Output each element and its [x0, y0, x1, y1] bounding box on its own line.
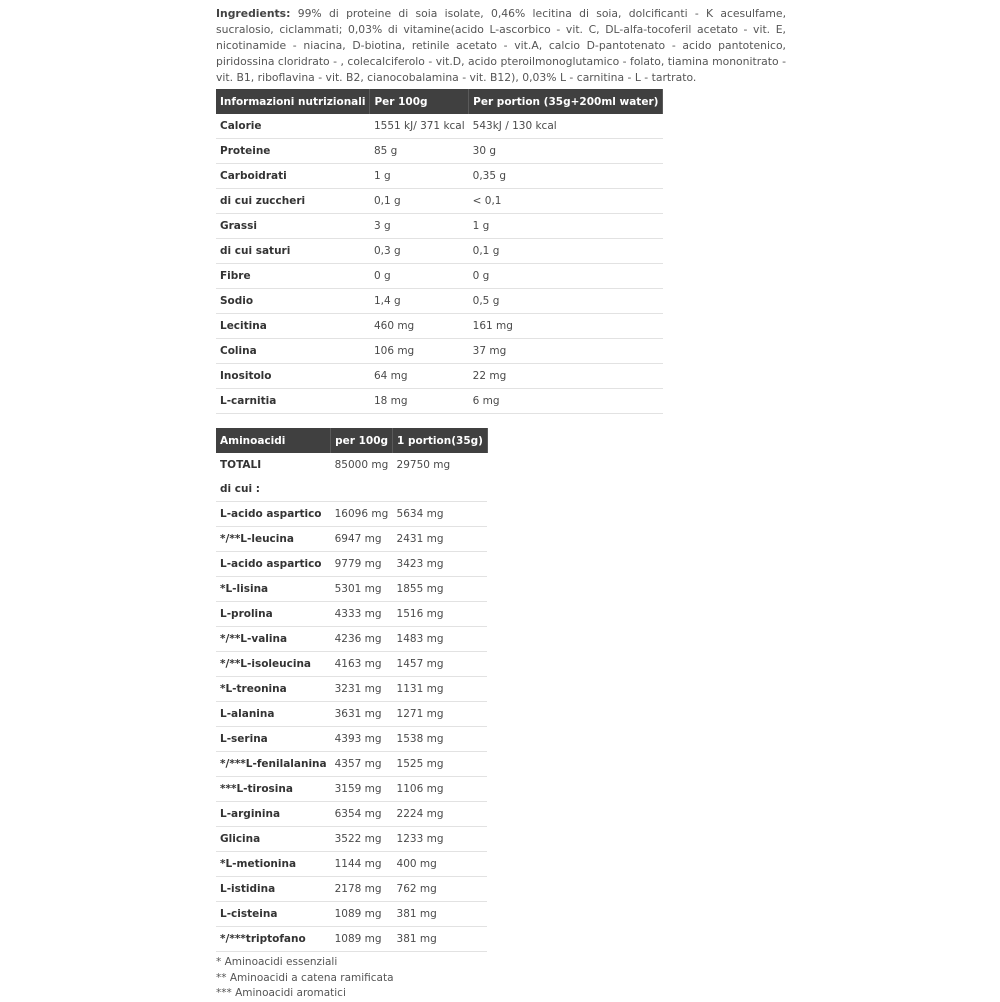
nutrient-name: L-carnitia: [216, 389, 370, 414]
per-portion-value: 1538 mg: [393, 727, 488, 752]
per-portion-value: 1 g: [469, 214, 663, 239]
per-portion-value: 1131 mg: [393, 677, 488, 702]
nutrition-table: [216, 89, 663, 414]
amino-name: */**L-leucina: [216, 527, 331, 552]
per-100g-value: 85 g: [370, 139, 469, 164]
amino-name: Glicina: [216, 827, 331, 852]
table-row: [216, 139, 663, 164]
table-row: [216, 527, 487, 552]
table-row: [216, 777, 487, 802]
per-portion-value: 381 mg: [393, 902, 488, 927]
per-100g-value: [331, 477, 393, 502]
per-portion-value: 762 mg: [393, 877, 488, 902]
nutrient-name: Lecitina: [216, 314, 370, 339]
product-info: [216, 6, 786, 1002]
amino-name: ***L-tirosina: [216, 777, 331, 802]
per-100g-value: 3 g: [370, 214, 469, 239]
per-portion-value: 381 mg: [393, 927, 488, 952]
per-100g-value: 2178 mg: [331, 877, 393, 902]
table-row: [216, 852, 487, 877]
nutrient-name: Proteine: [216, 139, 370, 164]
per-portion-value: 37 mg: [469, 339, 663, 364]
per-portion-value: 0 g: [469, 264, 663, 289]
ingredients-body: 99% di proteine di soia isolate, 0,46% lecitina di soia, dolcificanti - K acesulfame, sucralosio, ciclammati; 0,03% di vitamine(acido L-ascorbico - vit. C, DL-alfa-tocoferil acetato - vit. E, nicotinamide - niacina, D-biotina, retinile acetato - vit.A, calcio D-pantotenato - acido pantotenico, piridossina cloridrato - , colecalciferolo - vit.D, acido pteroilmonoglutamico - folato, tiamina mononitrato - vit. B1, riboflavina - vit. B2, cianocobalamina - vit. B12), 0,03% L - carnitina - L - tartrato.: [216, 7, 786, 84]
per-portion-value: 5634 mg: [393, 502, 488, 527]
amino-name: L-acido aspartico: [216, 502, 331, 527]
nutrient-name: Grassi: [216, 214, 370, 239]
table-row: [216, 877, 487, 902]
nutrient-name: Inositolo: [216, 364, 370, 389]
per-100g-value: 0,3 g: [370, 239, 469, 264]
amino-header-name: Aminoacidi: [216, 428, 331, 453]
per-100g-value: 4163 mg: [331, 652, 393, 677]
amino-name: L-alanina: [216, 702, 331, 727]
per-portion-value: 1516 mg: [393, 602, 488, 627]
per-100g-value: 4393 mg: [331, 727, 393, 752]
amino-name: L-serina: [216, 727, 331, 752]
per-100g-value: 460 mg: [370, 314, 469, 339]
table-row: [216, 752, 487, 777]
per-portion-value: 543kJ / 130 kcal: [469, 114, 663, 139]
nutrient-name: di cui saturi: [216, 239, 370, 264]
table-row: [216, 239, 663, 264]
per-portion-value: [393, 477, 488, 502]
table-row: [216, 453, 487, 477]
table-row: [216, 927, 487, 952]
per-portion-value: 22 mg: [469, 364, 663, 389]
per-100g-value: 1089 mg: [331, 927, 393, 952]
footnote-essential: * Aminoacidi essenziali: [216, 956, 338, 968]
table-row: [216, 802, 487, 827]
table-row: [216, 727, 487, 752]
table-row: [216, 314, 663, 339]
amino-name: TOTALI: [220, 459, 262, 471]
table-row: [216, 627, 487, 652]
table-row: [216, 189, 663, 214]
amino-header-per-100g: per 100g: [331, 428, 393, 453]
per-portion-value: 30 g: [469, 139, 663, 164]
per-100g-value: 3522 mg: [331, 827, 393, 852]
per-portion-value: 2224 mg: [393, 802, 488, 827]
nutrition-header-per-100g: Per 100g: [370, 89, 469, 114]
table-row: [216, 902, 487, 927]
table-row: [216, 289, 663, 314]
table-row: [216, 389, 663, 414]
per-portion-value: 1106 mg: [393, 777, 488, 802]
table-row: [216, 677, 487, 702]
amino-name: L-istidina: [216, 877, 331, 902]
amino-name: */**L-isoleucina: [216, 652, 331, 677]
nutrient-name: Fibre: [216, 264, 370, 289]
table-row: [216, 364, 663, 389]
per-portion-value: 3423 mg: [393, 552, 488, 577]
per-100g-value: 1144 mg: [331, 852, 393, 877]
per-100g-value: 1089 mg: [331, 902, 393, 927]
nutrient-name: di cui zuccheri: [216, 189, 370, 214]
nutrition-header-nutrient: Informazioni nutrizionali: [216, 89, 370, 114]
table-row: [216, 164, 663, 189]
footnote-aromatic: *** Aminoacidi aromatici: [216, 987, 346, 999]
footnote-branched-chain: ** Aminoacidi a catena ramificata: [216, 971, 394, 984]
per-portion-value: 29750 mg: [396, 459, 451, 471]
per-portion-value: 0,5 g: [469, 289, 663, 314]
table-row: [216, 214, 663, 239]
per-100g-value: 6354 mg: [331, 802, 393, 827]
table-row: [216, 552, 487, 577]
nutrient-name: Calorie: [216, 114, 370, 139]
per-100g-value: 3159 mg: [331, 777, 393, 802]
per-100g-value: 1551 kJ/ 371 kcal: [370, 114, 469, 139]
amino-name: *L-metionina: [216, 852, 331, 877]
per-100g-value: 64 mg: [370, 364, 469, 389]
per-portion-value: 1457 mg: [393, 652, 488, 677]
per-100g-value: 4333 mg: [331, 602, 393, 627]
amino-acids-table: [216, 428, 488, 952]
nutrition-header-per-portion: Per portion (35g+200ml water): [469, 89, 663, 114]
ingredients-label: Ingredients:: [216, 7, 291, 20]
per-portion-value: < 0,1: [469, 189, 663, 214]
table-row: [216, 652, 487, 677]
table-row: [216, 477, 487, 502]
amino-name: L-cisteina: [216, 902, 331, 927]
ingredients-text: [216, 6, 786, 86]
amino-name: */***triptofano: [216, 927, 331, 952]
per-100g-value: 0,1 g: [370, 189, 469, 214]
table-row: [216, 339, 663, 364]
table-row: [216, 702, 487, 727]
per-100g-value: 85000 mg: [334, 459, 389, 471]
nutrient-name: Carboidrati: [216, 164, 370, 189]
amino-name: L-arginina: [216, 802, 331, 827]
table-row: [216, 577, 487, 602]
table-row: [216, 114, 663, 139]
footnotes: [216, 955, 786, 1002]
amino-header-per-portion: 1 portion(35g): [393, 428, 488, 453]
table-row: [216, 602, 487, 627]
nutrition-header-row: [216, 89, 663, 114]
per-portion-value: 1483 mg: [393, 627, 488, 652]
per-100g-value: 1,4 g: [370, 289, 469, 314]
per-portion-value: 400 mg: [393, 852, 488, 877]
per-100g-value: 106 mg: [370, 339, 469, 364]
per-100g-value: 9779 mg: [331, 552, 393, 577]
amino-name: L-acido aspartico: [216, 552, 331, 577]
per-100g-value: 18 mg: [370, 389, 469, 414]
per-100g-value: 6947 mg: [331, 527, 393, 552]
per-portion-value: 0,1 g: [469, 239, 663, 264]
table-row: [216, 264, 663, 289]
per-100g-value: 3631 mg: [331, 702, 393, 727]
per-100g-value: 0 g: [370, 264, 469, 289]
per-portion-value: 1233 mg: [393, 827, 488, 852]
per-portion-value: 0,35 g: [469, 164, 663, 189]
amino-header-row: [216, 428, 487, 453]
nutrient-name: Colina: [216, 339, 370, 364]
table-row: [216, 502, 487, 527]
amino-name: *L-lisina: [216, 577, 331, 602]
per-100g-value: 1 g: [370, 164, 469, 189]
per-portion-value: 1855 mg: [393, 577, 488, 602]
amino-name: */**L-valina: [216, 627, 331, 652]
per-portion-value: 6 mg: [469, 389, 663, 414]
per-portion-value: 161 mg: [469, 314, 663, 339]
amino-name: L-prolina: [216, 602, 331, 627]
per-100g-value: 4236 mg: [331, 627, 393, 652]
per-100g-value: 3231 mg: [331, 677, 393, 702]
amino-name: *L-treonina: [216, 677, 331, 702]
table-row: [216, 827, 487, 852]
per-100g-value: 4357 mg: [331, 752, 393, 777]
per-portion-value: 2431 mg: [393, 527, 488, 552]
per-portion-value: 1525 mg: [393, 752, 488, 777]
per-100g-value: 16096 mg: [331, 502, 393, 527]
nutrient-name: Sodio: [216, 289, 370, 314]
per-100g-value: 5301 mg: [331, 577, 393, 602]
per-portion-value: 1271 mg: [393, 702, 488, 727]
amino-name: di cui :: [216, 477, 331, 502]
amino-name: */***L-fenilalanina: [216, 752, 331, 777]
